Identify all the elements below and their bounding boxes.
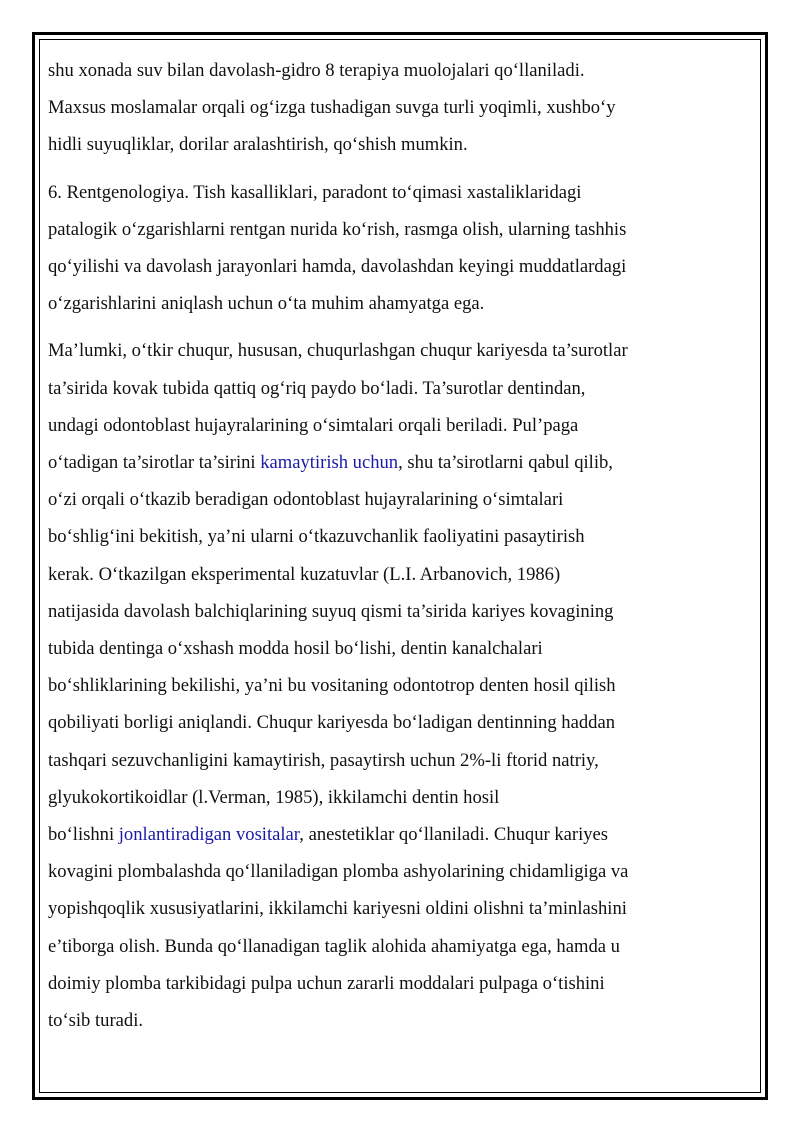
- text-segment: tashqari sezuvchanligini kamaytirish, pasaytirsh uchun 2%-li ftorid natriy,: [48, 749, 599, 771]
- text-line: [48, 444, 738, 481]
- text-line: [48, 481, 738, 518]
- text-line: [48, 89, 738, 126]
- hyperlink[interactable]: kamaytirish uchun: [260, 452, 399, 474]
- text-line: [48, 52, 738, 89]
- text-line: [48, 248, 738, 285]
- text-line: [48, 556, 738, 593]
- hyperlink[interactable]: jonlantiradigan vositalar: [118, 824, 300, 846]
- text-line: [48, 667, 738, 704]
- text-segment: bo‘shlig‘ini bekitish, ya’ni ularni o‘tkazuvchanlik faoliyatini pasaytirish: [48, 526, 585, 548]
- text-line: [48, 965, 738, 1002]
- paragraph: [48, 52, 738, 164]
- text-segment: doimiy plomba tarkibidagi pulpa uchun zararli moddalari pulpaga o‘tishini: [48, 972, 605, 994]
- text-line: [48, 704, 738, 741]
- paragraph-gap: [48, 164, 738, 174]
- text-line: [48, 742, 738, 779]
- text-segment: kovagini plombalashda qo‘llaniladigan plomba ashyolarining chidamligiga va: [48, 861, 629, 883]
- text-segment: kerak. O‘tkazilgan eksperimental kuzatuvlar (L.I. Arbanovich, 1986): [48, 563, 561, 585]
- text-segment: ta’sirida kovak tubida qattiq og‘riq paydo bo‘ladi. Ta’surotlar dentindan,: [48, 377, 586, 399]
- text-line: [48, 593, 738, 630]
- text-segment: 6. Rentgenologiya. Tish kasalliklari, paradont to‘qimasi xastaliklaridagi: [48, 181, 582, 203]
- text-line: [48, 518, 738, 555]
- document-body: [48, 52, 738, 1039]
- paragraph: [48, 332, 738, 1039]
- text-segment: Maxsus moslamalar orqali og‘izga tushadigan suvga turli yoqimli, xushbo‘y: [48, 97, 616, 119]
- text-line: [48, 370, 738, 407]
- text-line: [48, 332, 738, 369]
- text-segment: undagi odontoblast hujayralarining o‘simtalari orqali beriladi. Pul’paga: [48, 414, 579, 436]
- text-line: [48, 816, 738, 853]
- text-segment: bo‘shliklarining bekilishi, ya’ni bu vositaning odontotrop denten hosil qilish: [48, 675, 616, 697]
- text-line: [48, 126, 738, 163]
- paragraph: [48, 174, 738, 323]
- text-segment: hidli suyuqliklar, dorilar aralashtirish, qo‘shish mumkin.: [48, 134, 468, 156]
- text-segment: bo‘lishni: [48, 824, 119, 846]
- text-segment: yopishqoqlik xususiyatlarini, ikkilamchi kariyesni oldini olishni ta’minlashini: [48, 898, 627, 920]
- text-segment: , shu ta’sirotlarni qabul qilib,: [398, 452, 613, 474]
- text-segment: natijasida davolash balchiqlarining suyuq qismi ta’sirida kariyes kovagining: [48, 600, 614, 622]
- text-segment: qobiliyati borligi aniqlandi. Chuqur kariyesda bo‘ladigan dentinning haddan: [48, 712, 615, 734]
- text-line: [48, 211, 738, 248]
- text-segment: e’tiborga olish. Bunda qo‘llanadigan taglik alohida ahamiyatga ega, hamda u: [48, 935, 620, 957]
- text-line: [48, 407, 738, 444]
- text-segment: shu xonada suv bilan davolash-gidro 8 terapiya muolojalari qo‘llaniladi.: [48, 60, 585, 81]
- text-segment: o‘zi orqali o‘tkazib beradigan odontoblast hujayralarining o‘simtalari: [48, 489, 564, 511]
- text-segment: tubida dentinga o‘xshash modda hosil bo‘lishi, dentin kanalchalari: [48, 638, 543, 660]
- text-segment: patalogik o‘zgarishlarni rentgan nurida ko‘rish, rasmga olish, ularning tashhis: [48, 218, 627, 240]
- text-line: [48, 779, 738, 816]
- text-segment: glyukokortikoidlar (l.Verman, 1985), ikkilamchi dentin hosil: [48, 786, 500, 808]
- text-segment: qo‘yilishi va davolash jarayonlari hamda, davolashdan keyingi muddatlardagi: [48, 256, 627, 278]
- paragraph-gap: [48, 322, 738, 332]
- text-line: [48, 285, 738, 322]
- text-segment: to‘sib turadi.: [48, 1010, 144, 1032]
- text-line: [48, 1002, 738, 1039]
- text-segment: o‘tadigan ta’sirotlar ta’sirini: [48, 452, 261, 474]
- text-segment: Ma’lumki, o‘tkir chuqur, hususan, chuqurlashgan chuqur kariyesda ta’surotlar: [48, 340, 628, 362]
- text-line: [48, 928, 738, 965]
- text-line: [48, 890, 738, 927]
- text-line: [48, 853, 738, 890]
- text-line: [48, 174, 738, 211]
- text-line: [48, 630, 738, 667]
- text-segment: , anestetiklar qo‘llaniladi. Chuqur kariyes: [299, 824, 609, 846]
- text-segment: o‘zgarishlarini aniqlash uchun o‘ta muhim ahamyatga ega.: [48, 293, 485, 315]
